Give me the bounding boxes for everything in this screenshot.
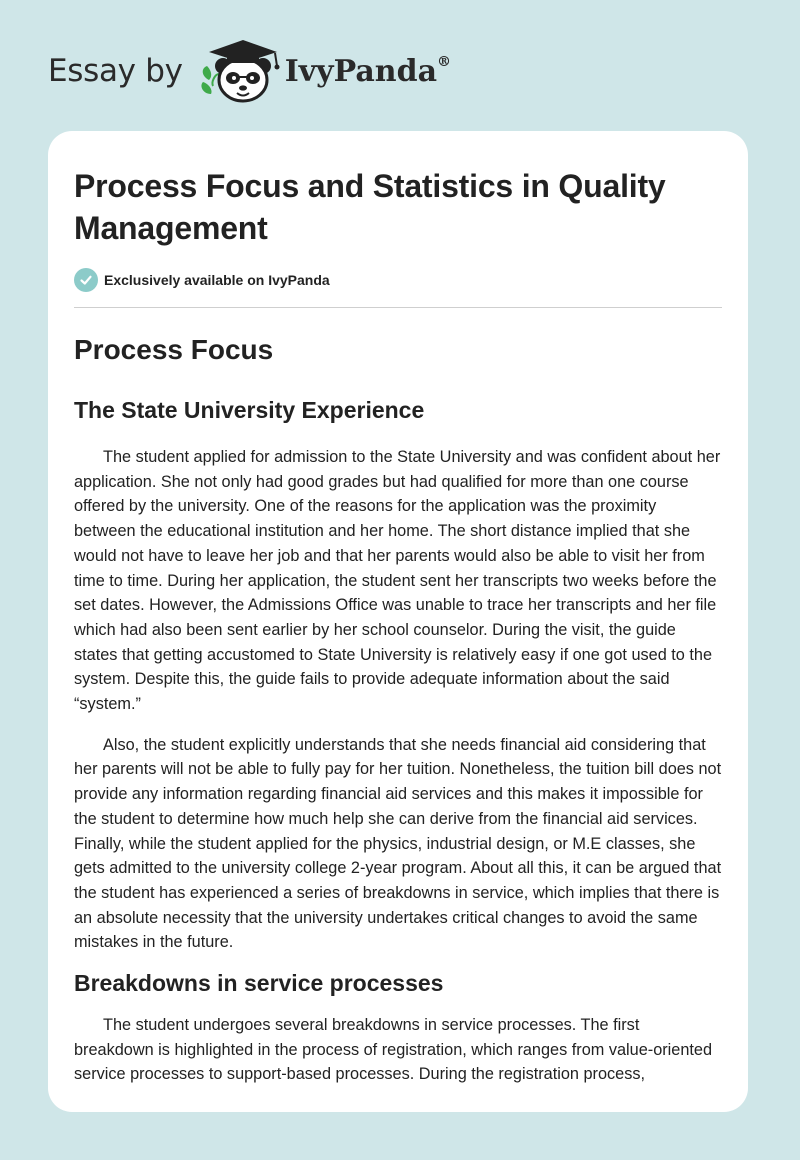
paragraph: The student applied for admission to the State University and was confident about her application. She not only had good grades but had qualified for more than one course offered by the university. One of the reasons for the application was the proximity between the educational institution and her home. The short distance implied that she would not have to leave her job and that her parents would also be able to visit her from time to time. During her application, the student sent her transcripts two weeks before the set dates. However, the Admissions Office was unable to trace her transcripts and her file which had also been sent earlier by her school counselor. During the visit, the guide states that getting accustomed to State University is relatively easy if one got used to the system. Despite this, the guide fails to provide adequate information about the said “system.” bbox=[74, 448, 721, 714]
paragraph: Also, the student explicitly understands that she needs financial aid considering that her parents will not be able to fully pay for her tuition. Nonetheless, the tuition bill does not provide any information regarding financial aid services and this makes it impossible for the student to determine how much help she can derive from the financial aid services. Finally, while the student applied for the physics, industrial design, or M.E classes, she gets admitted to the university college 2-year program. About all this, it can be argued that the student has experienced a series of breakdowns in service, which implies that there is an absolute necessity that the university undertakes critical changes to avoid the same mistakes in the future. bbox=[74, 735, 722, 952]
article-card bbox=[48, 131, 748, 1112]
site-header bbox=[48, 36, 508, 106]
brand-name[interactable]: IvyPanda® bbox=[284, 53, 452, 89]
page-title: Process Focus and Statistics in Quality Management bbox=[74, 168, 666, 246]
panda-logo-icon[interactable] bbox=[197, 36, 289, 106]
essay-by-label: Essay by bbox=[48, 53, 183, 89]
exclusive-label: Exclusively available on IvyPanda bbox=[104, 272, 330, 288]
check-circle-icon bbox=[74, 268, 98, 292]
divider bbox=[74, 307, 722, 308]
subheading-breakdowns: Breakdowns in service processes bbox=[74, 970, 444, 997]
subheading-state-university: The State University Experience bbox=[74, 397, 425, 423]
registered-mark: ® bbox=[437, 53, 452, 70]
exclusive-badge bbox=[74, 266, 722, 294]
paragraph: The student undergoes several breakdowns in service processes. The first breakdown is highlighted in the process of registration, which ranges from value-oriented service processes to support-based processes. During the registration process, bbox=[74, 1016, 713, 1084]
section-heading: Process Focus bbox=[74, 334, 274, 365]
